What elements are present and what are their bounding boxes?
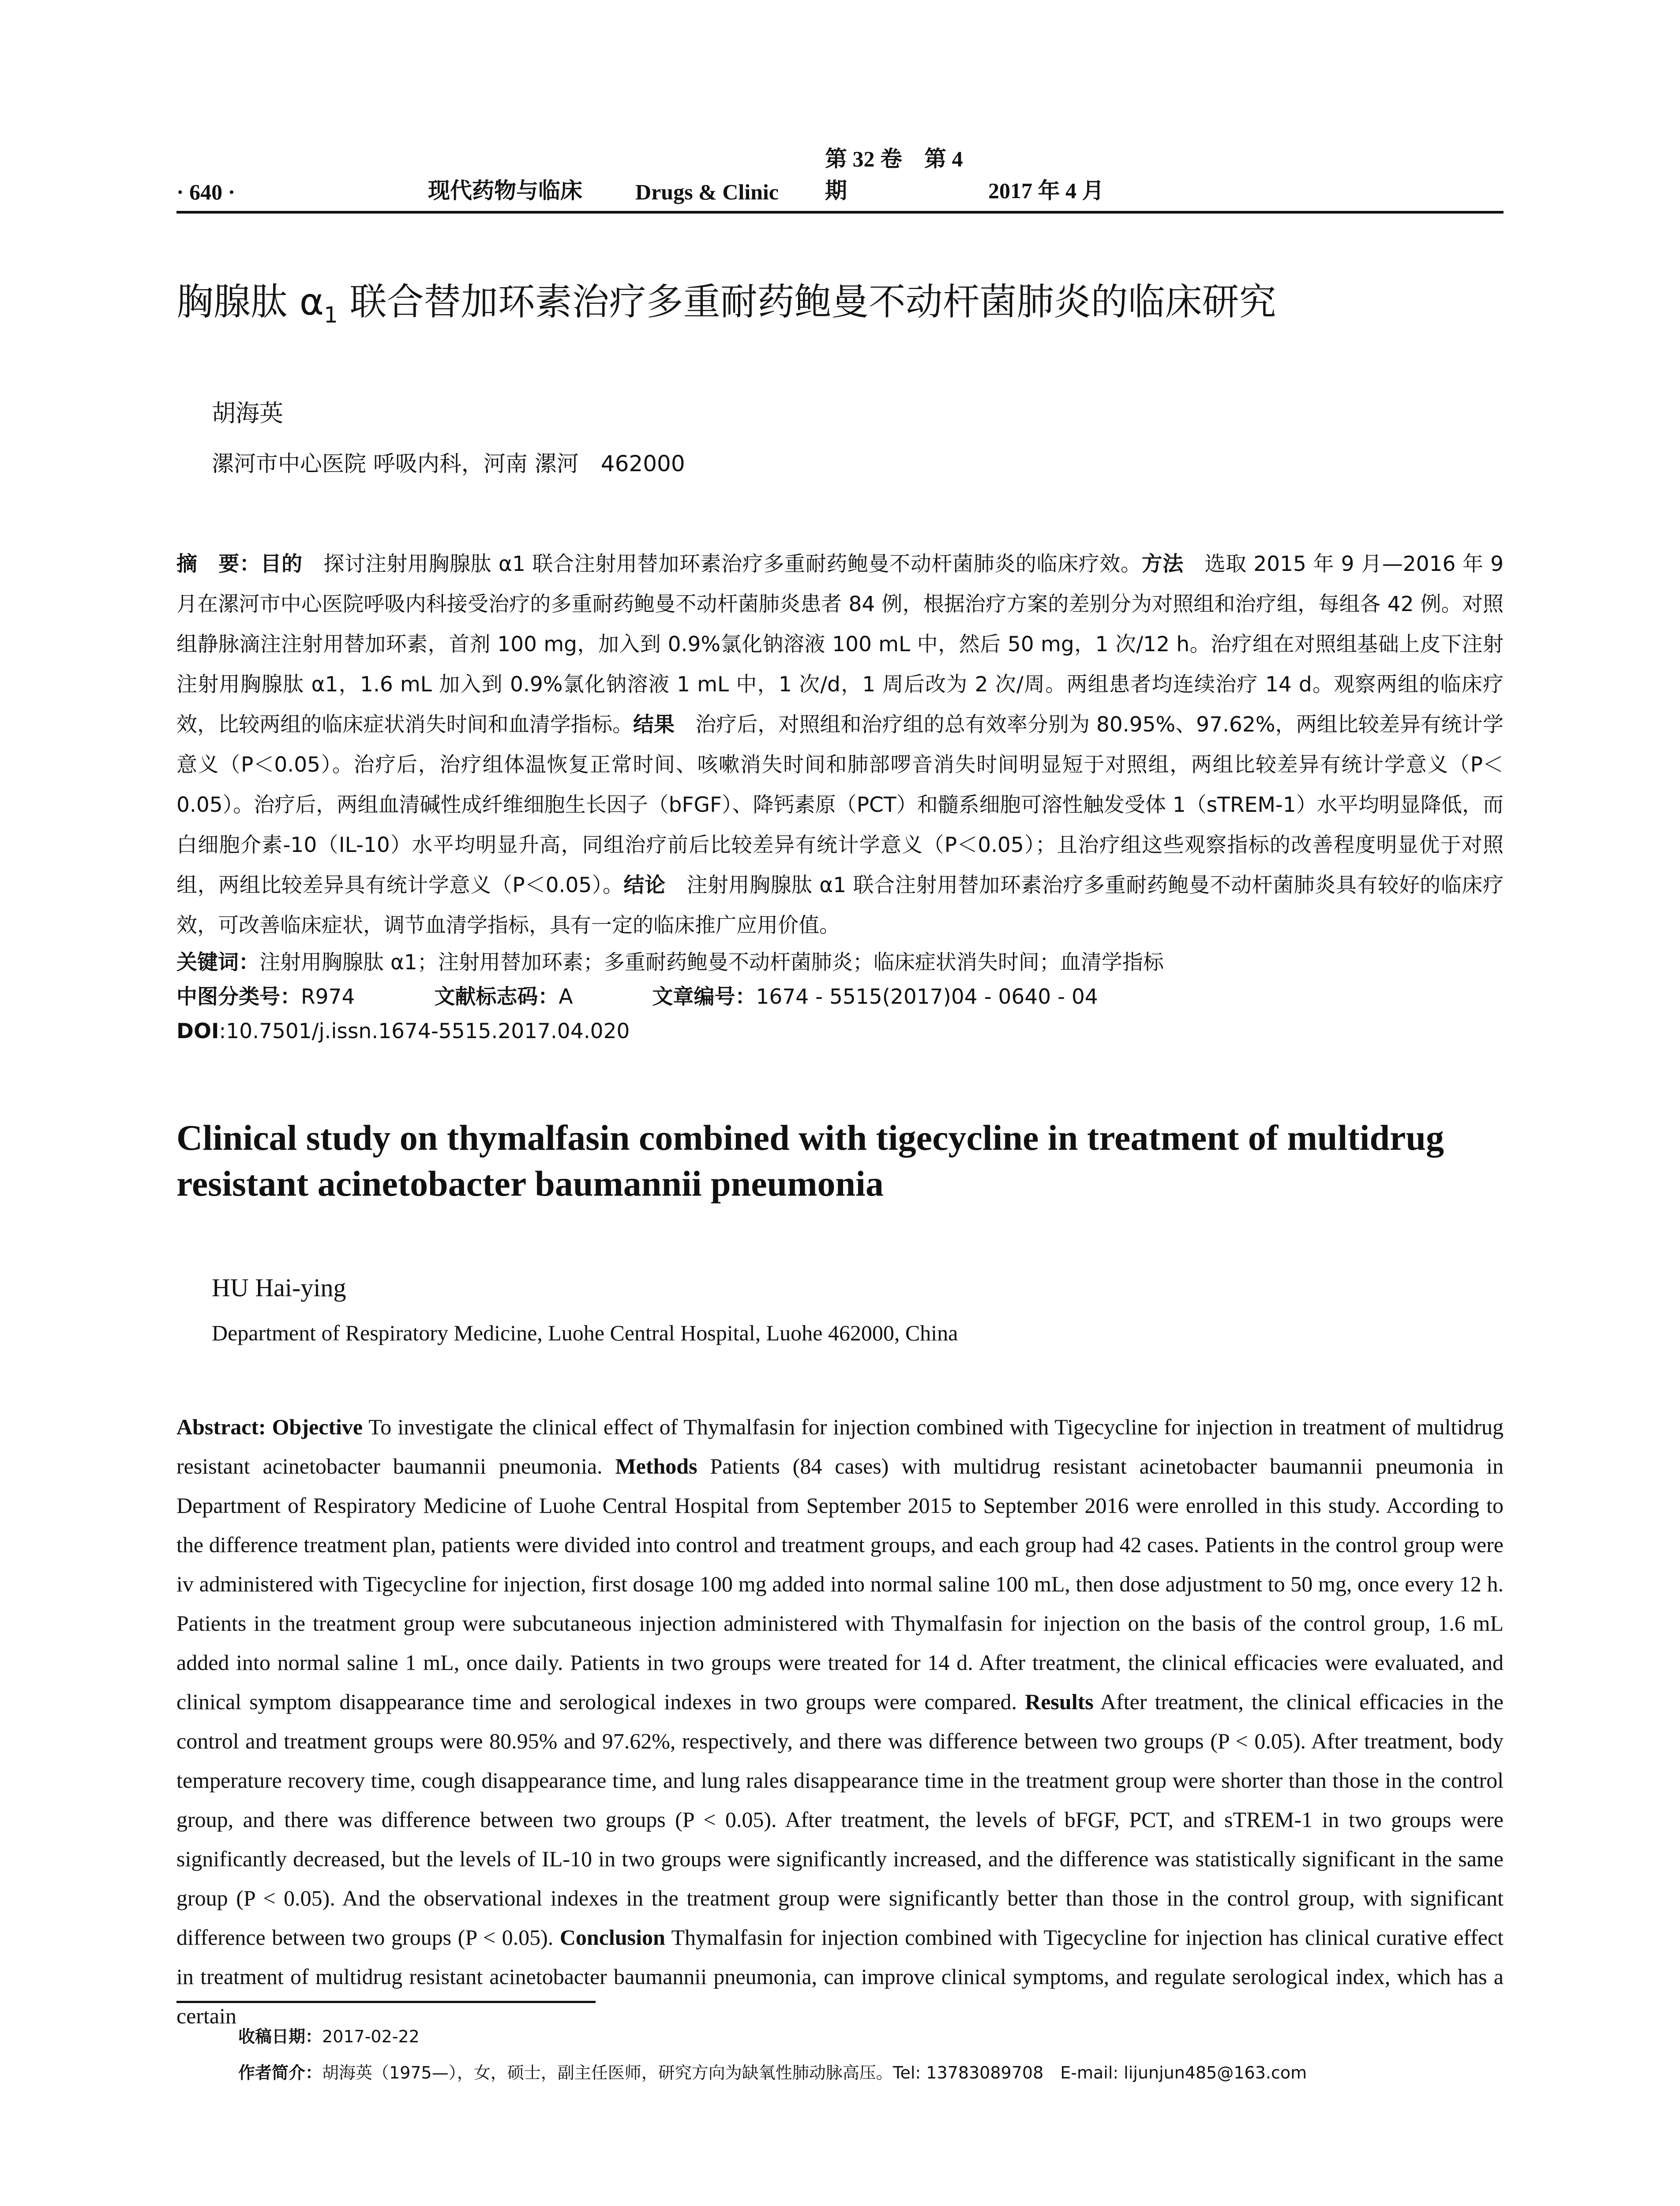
doi-label: DOI xyxy=(176,1019,219,1043)
objective-text: 探讨注射用胸腺肽 α1 联合注射用替加环素治疗多重耐药鲍曼不动杆菌肺炎的临床疗效。 xyxy=(302,552,1142,576)
methods-en-text: Patients (84 cases) with multidrug resistant acinetobacter baumannii pneumonia in Department of Respiratory Medicine of Luohe Central Hospital from September 2015 to September 2016 were enrolled in this study. According to the difference treatment plan, patients were divided into control and treatment groups, and each group had 42 cases. Patients in the control group were iv administered with Tigecycline for injection, first dosage 100 mg added into normal saline 100 mL, then dose adjustment to 50 mg, once every 12 h. Patients in the treatment group were subcutaneous injection administered with Thymalfasin for injection on the basis of the control group, 1.6 mL added into normal saline 1 mL, once daily. Patients in two groups were treated for 14 d. After treatment, the clinical efficacies were evaluated, and clinical symptom disappearance time and serological indexes in two groups were compared. xyxy=(176,1454,1504,1715)
received-value: 2017-02-22 xyxy=(322,2027,420,2046)
results-text: 治疗后，对照组和治疗组的总有效率分别为 80.95%、97.62%，两组比较差异有统计学意义（P＜0.05）。治疗后，治疗组体温恢复正常时间、咳嗽消失时间和肺部啰音消失时间明显短于对照组，两组比较差异有统计学意义（P＜0.05）。治疗后，两组血清碱性成纤维细胞生长因子（bFGF）、降钙素原（PCT）和髓系细胞可溶性触发受体 1（sTREM-1）水平均明显降低，而白细胞介素-10（IL-10）水平均明显升高，同组治疗前后比较差异有统计学意义（P＜0.05）；且治疗组这些观察指标的改善程度明显优于对照组，两组比较差异具有统计学意义（P＜0.05）。 xyxy=(176,712,1504,897)
title-cn-part: 胸腺肽 α xyxy=(176,280,324,323)
running-header xyxy=(176,141,1504,211)
journal-name-en: Drugs & Clinic xyxy=(635,180,779,204)
objective-en-text: To investigate the clinical effect of Thymalfasin for injection combined with Tigecycline for injection in treatment of multidrug resistant acinetobacter baumannii pneumonia. xyxy=(176,1414,1504,1479)
abstract-cn-label: 摘 要： xyxy=(176,552,261,576)
volume-issue: 第 32 卷 第 4 期 xyxy=(825,146,963,203)
article-title-cn xyxy=(176,280,1504,328)
objective-label: 目的 xyxy=(260,552,303,576)
bio-label: 作者简介： xyxy=(238,2063,322,2082)
issue-date: 2017 年 4 月 xyxy=(988,178,1104,203)
page-number: · 640 · xyxy=(176,180,236,204)
author-cn: 胡海英 xyxy=(212,399,283,427)
conclusion-en-label: Conclusion xyxy=(559,1925,665,1950)
results-en-text: After treatment, the clinical efficacies in the control and treatment groups were 80.95% and 97.62%, respectively, and there was difference between two groups (P < 0.05). After treatment, body temperature recovery time, cough disappearance time, and lung rales disappearance time in the treatment group were shorter than those in the control group, and there was difference between two groups (P < 0.05). After treatment, the levels of bFGF, PCT, and sTREM-1 in two groups were significantly decreased, but the levels of IL-10 in two groups were significantly increased, and the difference was statistically significant in the same group (P < 0.05). And the observational indexes in the treatment group were significantly better than those in the control group, with significant difference between two groups (P < 0.05). xyxy=(176,1689,1504,1950)
article-value: 1674 - 5515(2017)04 - 0640 - 04 xyxy=(756,984,1098,1009)
abstract-en-label: Abstract: Objective xyxy=(176,1414,363,1440)
methods-en-label: Methods xyxy=(615,1454,698,1479)
author-bio xyxy=(238,2055,1307,2091)
doc-label: 文献标志码： xyxy=(434,984,559,1009)
article-title-en: Clinical study on thymalfasin combined with tigecycline in treatment of multidrug resistant acinetobacter baumannii pneumonia xyxy=(176,1117,1444,1204)
header-rule xyxy=(176,211,1504,214)
author-en: HU Hai-ying xyxy=(212,1273,346,1302)
affiliation-en: Department of Respiratory Medicine, Luohe Central Hospital, Luohe 462000, China xyxy=(212,1321,958,1346)
journal-name-cn: 现代药物与临床 xyxy=(428,178,582,203)
doi-line xyxy=(176,1014,1504,1049)
conclusion-en-text: Thymalfasin for injection combined with Tigecycline for injection has clinical curative effect in treatment of multidrug resistant acinetobacter baumannii pneumonia, can improve clinical symptoms, and regulate serological index, which has a certain xyxy=(176,1925,1504,2029)
title-cn-part: 联合替加环素治疗多重耐药鲍曼不动杆菌肺炎的临床研究 xyxy=(338,280,1276,323)
received-date xyxy=(238,2018,1307,2055)
footnote-rule xyxy=(176,2001,596,2003)
conclusion-text: 注射用胸腺肽 α1 联合注射用替加环素治疗多重耐药鲍曼不动杆菌肺炎具有较好的临床疗效，可改善临床症状，调节血清学指标，具有一定的临床推广应用价值。 xyxy=(176,873,1504,938)
keywords xyxy=(176,945,1504,980)
doi-link[interactable]: :10.7501/j.issn.1674-5515.2017.04.020 xyxy=(219,1019,630,1043)
clc-value: R974 xyxy=(301,984,355,1009)
keywords-value: 注射用胸腺肽 α1；注射用替加环素；多重耐药鲍曼不动杆菌肺炎；临床症状消失时间；血清学指标 xyxy=(259,950,1164,975)
received-label: 收稿日期： xyxy=(238,2027,322,2046)
abstract-en xyxy=(176,1407,1504,2036)
clc-label: 中图分类号： xyxy=(176,984,301,1009)
affiliation-cn: 漯河市中心医院 呼吸内科，河南 漯河 462000 xyxy=(212,450,685,476)
footnotes xyxy=(238,2018,1307,2091)
methods-text: 选取 2015 年 9 月—2016 年 9 月在漯河市中心医院呼吸内科接受治疗的多重耐药鲍曼不动杆菌肺炎患者 84 例，根据治疗方案的差别分为对照组和治疗组，每组各 42 例。对照组静脉滴注注射用替加环素，首剂 100 mg，加入到 0.9%氯化钠溶液 100 mL 中，然后 50 mg，1 次/12 h。治疗组在对照组基础上皮下注射注射用胸腺肽 α1，1.6 mL 加入到 0.9%氯化钠溶液 1 mL 中，1 次/d，1 周后改为 2 次/周。两组患者均连续治疗 14 d。观察两组的临床疗效，比较两组的临床症状消失时间和血清学指标。 xyxy=(176,552,1504,737)
doc-value: A xyxy=(559,984,573,1009)
classification-row xyxy=(176,980,1504,1014)
keywords-label: 关键词： xyxy=(176,950,259,975)
results-label: 结果 xyxy=(633,712,675,737)
abstract-cn xyxy=(176,544,1504,945)
results-en-label: Results xyxy=(1025,1689,1094,1715)
conclusion-label: 结论 xyxy=(623,873,666,897)
article-label: 文章编号： xyxy=(652,984,756,1009)
clc-code xyxy=(176,980,355,1014)
bio-value: 胡海英（1975—），女，硕士，副主任医师，研究方向为缺氧性肺动脉高压。Tel: 13783089708 E-mail: lijunjun485@163.com xyxy=(322,2063,1307,2082)
title-cn-subscript: 1 xyxy=(324,302,338,328)
document-code xyxy=(434,980,573,1014)
article-number xyxy=(652,980,1098,1014)
methods-label: 方法 xyxy=(1141,552,1184,576)
